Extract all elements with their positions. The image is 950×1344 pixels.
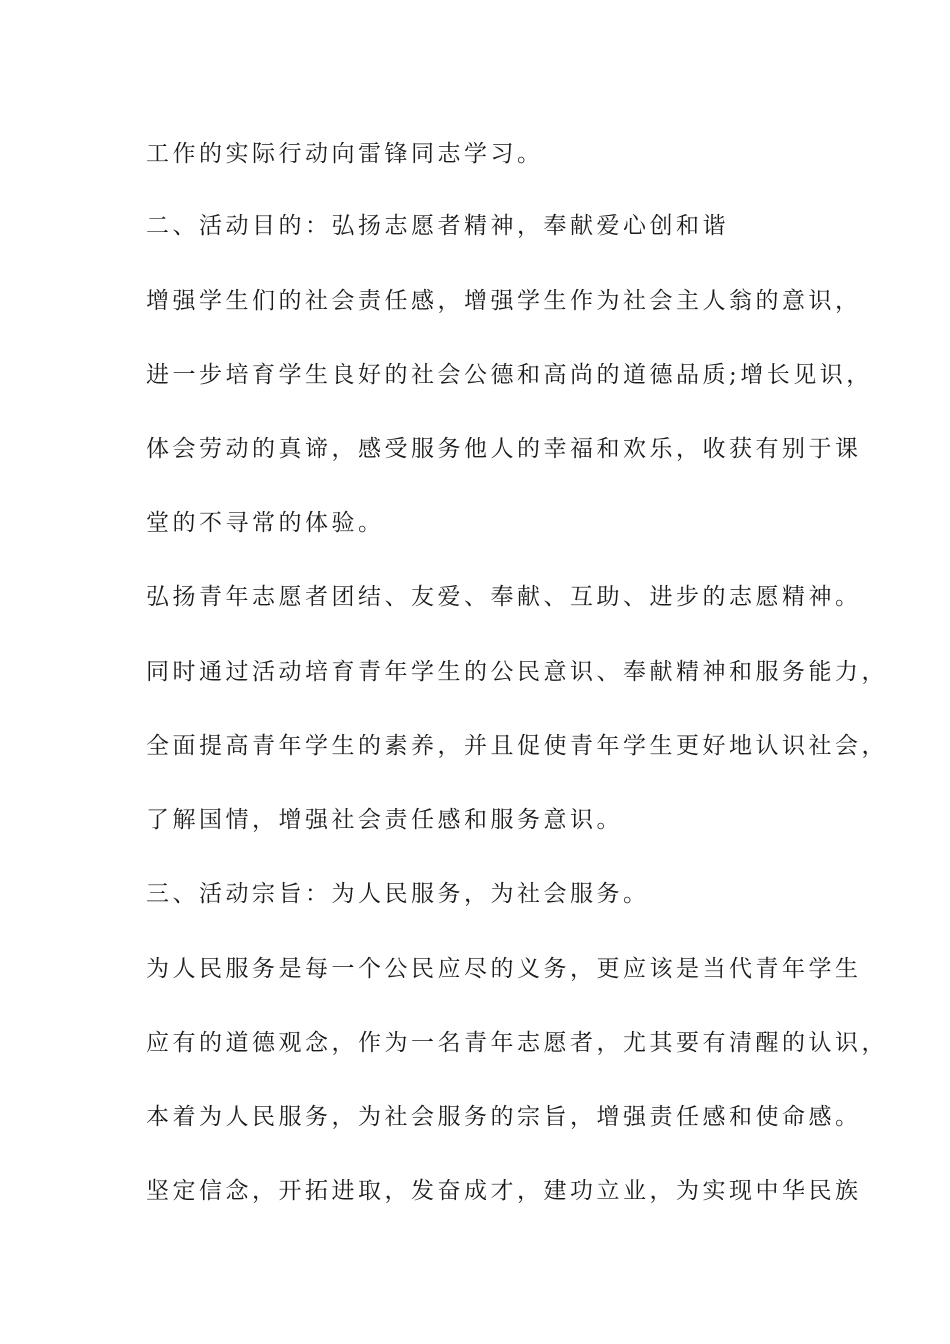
paragraph-line: 全面提高青年学生的素养，并且促使青年学生更好地认识社会， [146, 733, 888, 759]
paragraph-line: 为人民服务是每一个公民应尽的义务，更应该是当代青年学生 [146, 956, 862, 982]
paragraph-line: 弘扬青年志愿者团结、友爱、奉献、互助、进步的志愿精神。 [146, 584, 862, 610]
paragraph-line: 体会劳动的真谛，感受服务他人的幸福和欢乐，收获有别于课 [146, 436, 862, 462]
paragraph-line: 应有的道德观念，作为一名青年志愿者，尤其要有清醒的认识， [146, 1030, 888, 1056]
paragraph-line: 本着为人民服务，为社会服务的宗旨，增强责任感和使命感。 [146, 1104, 862, 1130]
paragraph-line: 进一步培育学生良好的社会公德和高尚的道德品质;增长见识， [146, 362, 873, 388]
paragraph-line: 堂的不寻常的体验。 [146, 510, 385, 536]
section-heading-tenet: 三、活动宗旨：为人民服务，为社会服务。 [146, 881, 650, 907]
paragraph-line: 同时通过活动培育青年学生的公民意识、奉献精神和服务能力， [146, 659, 888, 685]
paragraph-line: 工作的实际行动向雷锋同志学习。 [146, 141, 544, 167]
paragraph-line: 坚定信念，开拓进取，发奋成才，建功立业，为实现中华民族 [146, 1178, 862, 1204]
paragraph-line: 增强学生们的社会责任感，增强学生作为社会主人翁的意识， [146, 288, 862, 314]
paragraph-line: 了解国情，增强社会责任感和服务意识。 [146, 807, 623, 833]
section-heading-purpose: 二、活动目的：弘扬志愿者精神，奉献爱心创和谐 [146, 213, 729, 239]
